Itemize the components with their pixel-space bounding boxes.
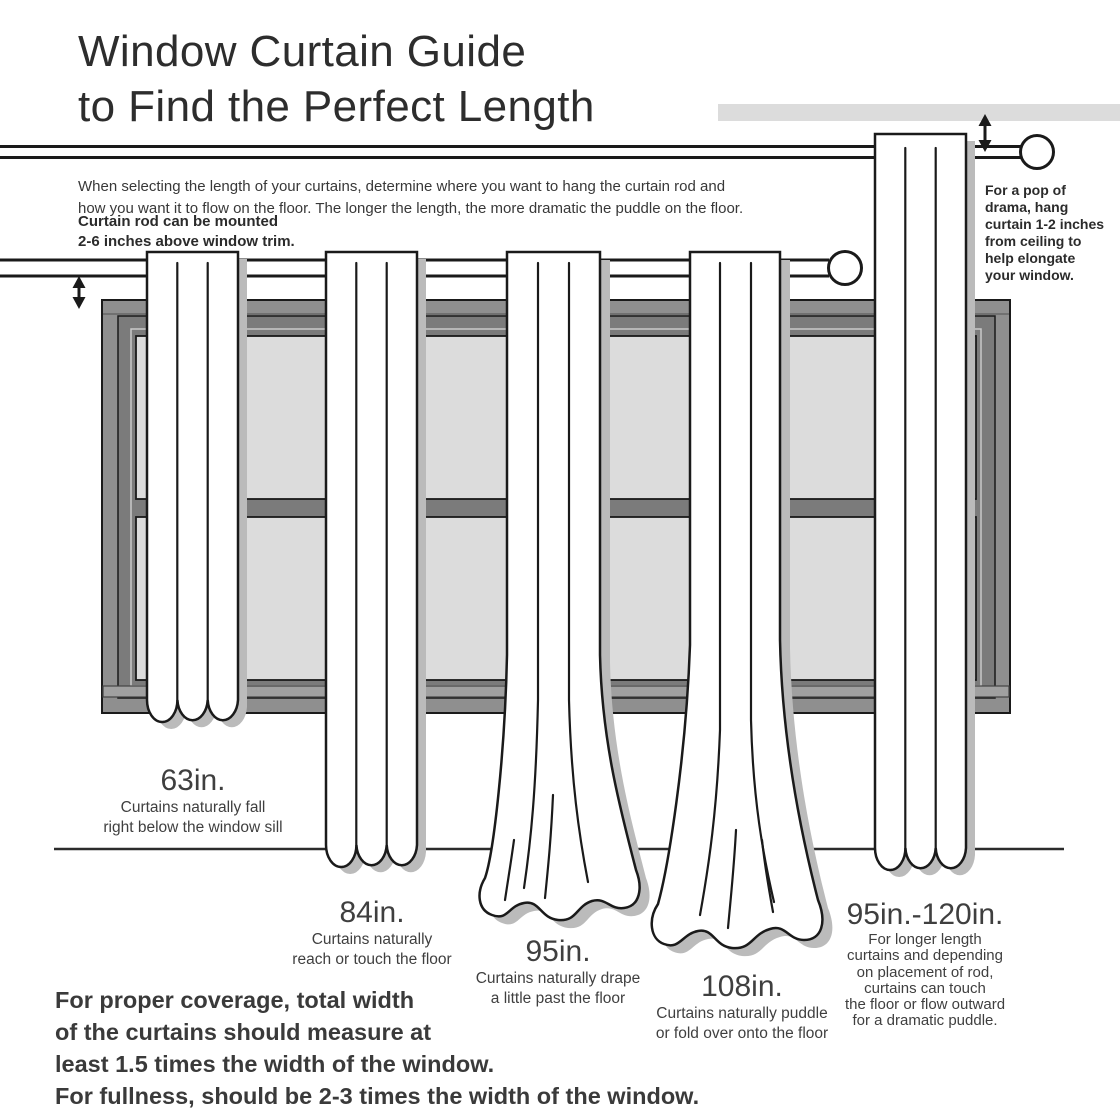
length-description	[103, 798, 282, 837]
length-description	[845, 932, 1005, 1030]
page-title	[78, 24, 595, 134]
rod-note-line: Curtain rod can be mounted	[78, 213, 279, 230]
curtain-63in	[147, 252, 247, 729]
rod-finial	[829, 252, 862, 285]
coverage-line: least 1.5 times the width of the window.	[55, 1051, 495, 1077]
desc-line: curtains and depending	[847, 947, 1003, 965]
length-value: 108in.	[701, 970, 783, 1003]
coverage-line: For fullness, should be 2-3 times the width of the window.	[55, 1083, 700, 1109]
desc-line: Curtains naturally drape	[475, 970, 641, 987]
desc-line: right below the window sill	[103, 818, 283, 836]
intro-line: how you want it to flow on the floor. The longer the length, the more dramatic the puddle on the floor.	[78, 199, 744, 217]
ceiling-note-line: your window.	[985, 267, 1074, 283]
intro-line: When selecting the length of your curtains, determine where you want to hang the curtain rod and	[78, 178, 726, 195]
ceiling-note-line: help elongate	[985, 250, 1076, 266]
desc-line: on placement of rod,	[856, 963, 994, 981]
desc-line: curtains can touch	[864, 979, 986, 997]
rod-finial	[1021, 136, 1054, 169]
ceiling-note	[985, 182, 1104, 284]
desc-line: a little past the floor	[490, 989, 626, 1007]
ceiling-note-line: curtain 1-2 inches	[985, 216, 1105, 232]
desc-line: the floor or flow outward	[844, 996, 1006, 1014]
coverage-note	[55, 984, 699, 1112]
ceiling-bar	[718, 104, 1120, 121]
coverage-line: of the curtains should measure at	[55, 1019, 432, 1045]
desc-line: Curtains naturally fall	[120, 799, 266, 816]
rod-note-line: 2-6 inches above window trim.	[78, 233, 295, 250]
ceiling-note-line: drama, hang	[985, 199, 1069, 215]
length-value: 84in.	[339, 896, 405, 929]
desc-line: reach or touch the floor	[292, 950, 452, 968]
desc-line: For longer length	[868, 931, 982, 948]
label-95-120in	[845, 898, 1005, 1030]
desc-line: or fold over onto the floor	[655, 1024, 829, 1042]
rod-mount-note	[78, 212, 295, 252]
length-value: 63in.	[160, 764, 226, 797]
desc-line: Curtains naturally puddle	[656, 1005, 828, 1022]
title-line: Window Curtain Guide	[78, 27, 527, 76]
length-value: 95in.-120in.	[846, 898, 1004, 931]
label-84in	[292, 896, 451, 969]
label-63in	[103, 764, 282, 837]
ceiling-note-line: For a pop of	[985, 182, 1066, 198]
curtain-95-120in	[875, 134, 975, 877]
desc-line: Curtains naturally	[311, 931, 433, 948]
title-line: to Find the Perfect Length	[78, 82, 595, 131]
ceiling-note-line: from ceiling to	[985, 233, 1082, 249]
double-arrow-icon	[73, 276, 86, 309]
length-value: 95in.	[525, 935, 591, 968]
curtain-84in	[326, 252, 426, 874]
coverage-line: For proper coverage, total width	[55, 987, 415, 1013]
length-description	[292, 930, 451, 969]
desc-line: for a dramatic puddle.	[852, 1012, 998, 1030]
